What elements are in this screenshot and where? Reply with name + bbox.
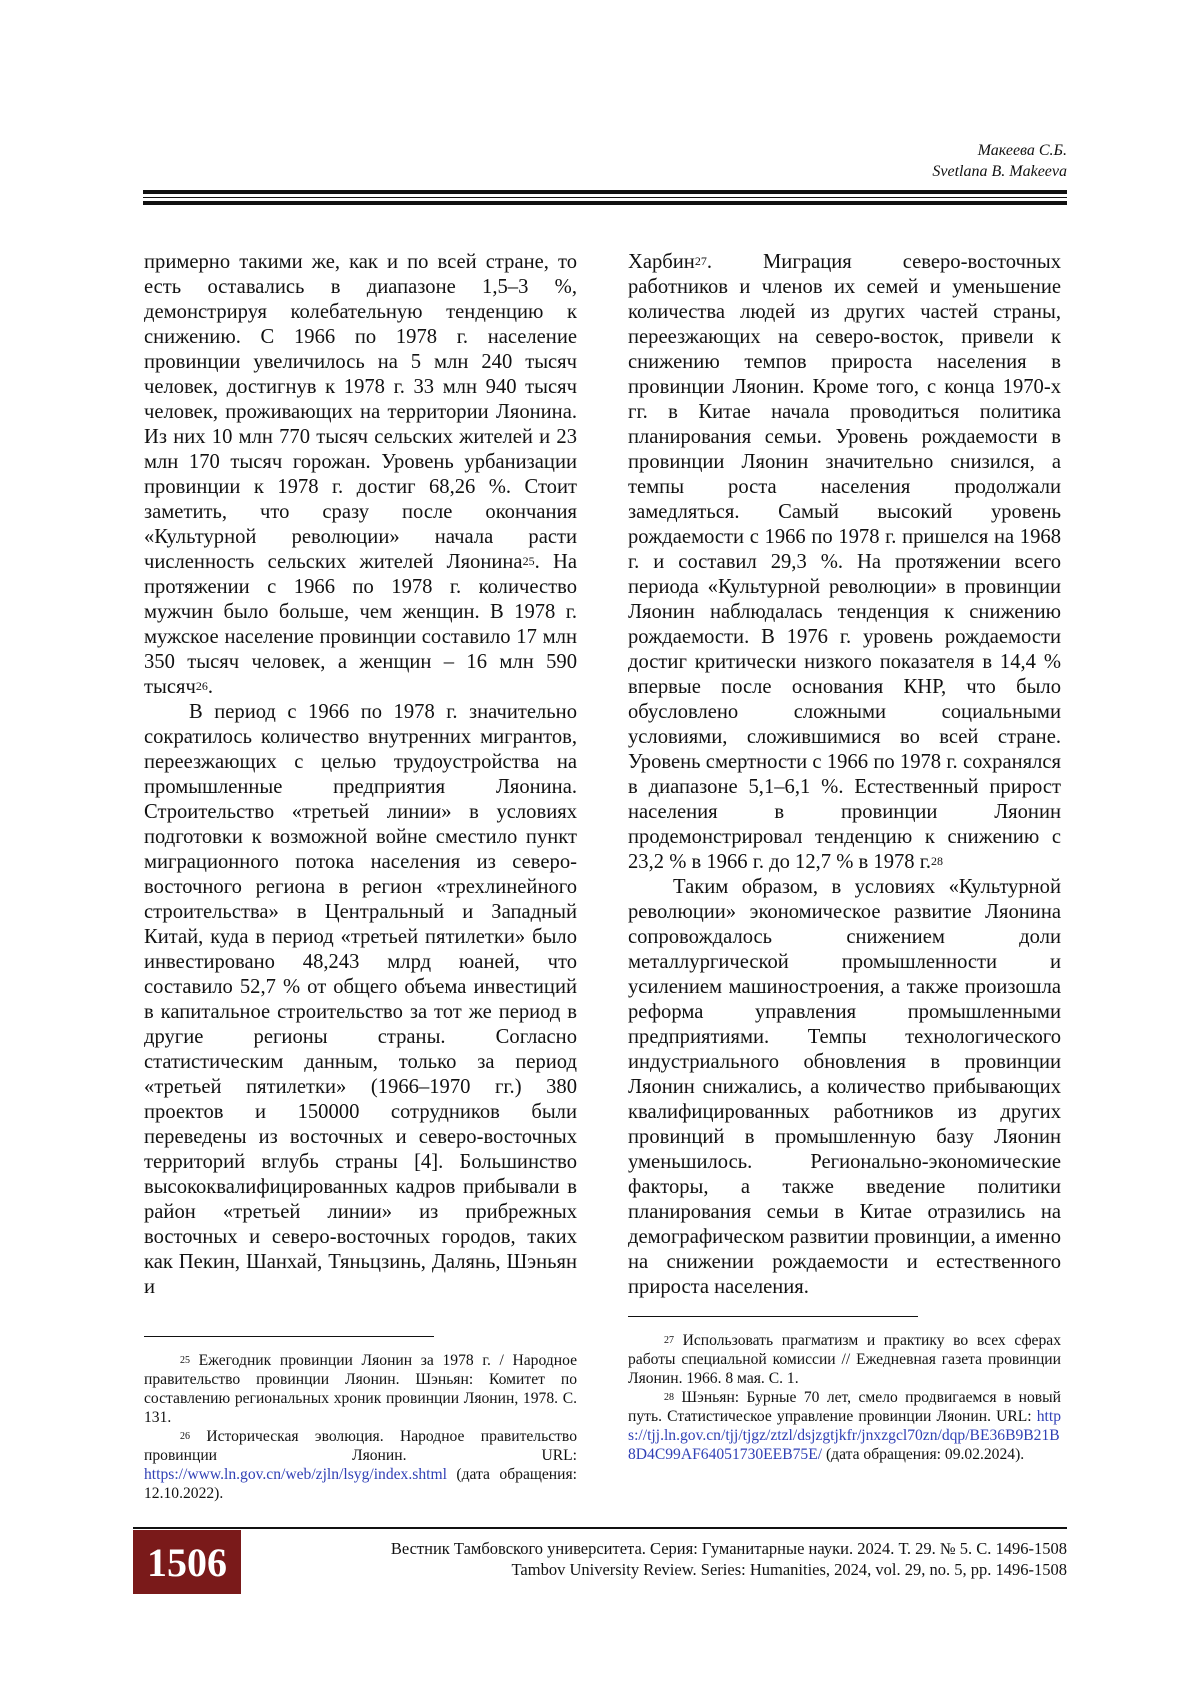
citation-ru: Вестник Тамбовского университета. Серия: Гуманитарные науки. 2024. Т. 29. № 5. С. 1496-1508 [390,1539,1067,1558]
footnote-27: $^{27}$ Использовать прагматизм и практику во всех сферах работы специальной комиссии // Ежедневная газета провинции Ляонин. 1966. 8 мая. С. 1. [628,1332,1061,1387]
footnotes-left [144,1336,577,1503]
footnote-ref-25[interactable]: 25 [522,554,535,568]
footnote-link[interactable]: https://www.ln.gov.cn/web/zjln/lsyg/index.shtml [144,1466,447,1483]
footnote-link[interactable]: https://tjj.ln.gov.cn/tjj/tjgz/ztzl/dsjzgtjkfr/jnxzgcl70zn/dqp/BE36B9B21B8D4C99AF64051730EEB75E/ [628,1408,1061,1463]
footnote-ref-26[interactable]: 26 [195,679,208,693]
footnote-28: $^{28}$ Шэньян: Бурные 70 лет, смело продвигаемся в новый путь. Статистическое управление провинции Ляонин. URL: https://tjj.ln.gov.cn/tjj/tjgz/ztzl/dsjzgtjkfr/jnxzgcl70zn/dqp/BE36B9B21B8D4C99AF64051730EEB75E/ (дата обращения: 09.02.2024). [628,1389,1061,1463]
footnote-25: $^{25}$ Ежегодник провинции Ляонин за 1978 г. / Народное правительство провинции Ляонин. Шэньян: Комитет по составлению региональных хроник провинции Ляонин, 1978. С. 131. [144,1352,577,1426]
footnote-separator [144,1336,434,1337]
right-column [628,250,1061,1300]
author-name-en: Svetlana B. Makeeva [932,163,1067,180]
footnote-separator [628,1316,918,1317]
footnote-26: $^{26}$ Историческая эволюция. Народное правительство провинции Ляонин. URL: https://www.ln.gov.cn/web/zjln/lsyg/index.shtml (дата обращения: 12.10.2022). [144,1428,577,1502]
paragraph: примерно такими же, как и по всей стране, то есть оставались в диапазоне 1,5–3 %, демонстрируя колебательную тенденцию к снижению. С 1966 по 1978 г. население провинции увеличилось на 5 млн 240 тысяч человек, достигнув к 1978 г. 33 млн 940 тысяч человек, проживающих на территории Ляонина. Из них 10 млн 770 тысяч сельских жителей и 23 млн 170 тысяч горожан. Уровень урбанизации провинции к 1978 г. достиг 68,26 %. Стоит заметить, что сразу после окончания «Культурной революции» начала расти численность сельских жителей Ляонина$^{25}$. На протяжении с 1966 по 1978 г. количество мужчин было больше, чем женщин. В 1978 г. мужское население провинции составило 17 млн 350 тысяч человек, а женщин – 16 млн 590 тысяч$^{26}$. [144,251,577,698]
footer-rule [133,1527,1067,1529]
footnote-ref-28[interactable]: 28 [931,854,944,868]
header-rule [143,190,1067,205]
paragraph: Таким образом, в условиях «Культурной революции» экономическое развитие Ляонина сопровождалось снижением доли металлургической промышленности и усилением машиностроения, а также произошла реформа управления промышленными предприятиями. Темпы технологического индустриального обновления в провинции Ляонин снижались, а количество прибывающих квалифицированных работников из других провинций в промышленную базу Ляонин уменьшилось. Регионально-экономические факторы, а также введение политики планирования семьи в Китае отразились на демографическом развитии провинции, а именно на снижении рождаемости и естественного прироста населения. [628,876,1061,1298]
footnotes-right [628,1316,1061,1464]
journal-citation [391,1538,1067,1580]
left-column [144,250,577,1300]
paragraph: В период с 1966 по 1978 г. значительно сократилось количество внутренних мигрантов, переезжающих с целью трудоустройства на промышленные предприятия Ляонина. Строительство «третьей линии» в условиях подготовки к возможной войне сместило пункт миграционного потока населения из северо-восточного региона в регион «трехлинейного строительства» в Центральный и Западный Китай, куда в период «третьей пятилетки» было инвестировано 48,243 млрд юаней, что составило 52,7 % от общего объема инвестиций в капитальное строительство за тот же период в другие регионы страны. Согласно статистическим данным, только за период «третьей пятилетки» (1966–1970 гг.) 380 проектов и 150000 сотрудников были переведены из восточных и северо-восточных территорий вглубь страны [4]. Большинство высококвалифицированных кадров прибывали в район «третьей линии» из прибрежных восточных и северо-восточных городов, таких как Пекин, Шанхай, Тяньцзинь, Далянь, Шэньян и [144,701,577,1298]
paragraph: Харбин$^{27}$. Миграция северо-восточных работников и членов их семей и уменьшение количества людей из других частей страны, переезжающих на северо-восток, привели к снижению темпов прироста населения в провинции Ляонин. Кроме того, с конца 1970-х гг. в Китае начала проводиться политика планирования семьи. Уровень рождаемости в провинции Ляонин значительно снизился, а темпы роста населения продолжали замедляться. Самый высокий уровень рождаемости с 1966 по 1978 г. пришелся на 1968 г. и составил 29,3 %. На протяжении всего периода «Культурной революции» в провинции Ляонин наблюдалась тенденция к снижению рождаемости. В 1976 г. уровень рождаемости достиг критически низкого показателя в 14,4 % впервые после основания КНР, что было обусловлено сложными социальными условиями, сложившимися во всей стране. Уровень смертности с 1966 по 1978 г. сохранялся в диапазоне 5,1–6,1 %. Естественный прирост населения в провинции Ляонин продемонстрировал тенденцию к снижению с 23,2 % в 1966 г. до 12,7 % в 1978 г.$^{28}$ [628,251,1061,873]
footnote-ref-27[interactable]: 27 [694,254,707,268]
citation-en: Tambov University Review. Series: Humanities, 2024, vol. 29, no. 5, pp. 1496-1508 [511,1560,1067,1579]
running-header [932,140,1067,182]
page-number: 1506 [133,1530,241,1594]
author-name-ru: Макеева С.Б. [977,142,1067,159]
